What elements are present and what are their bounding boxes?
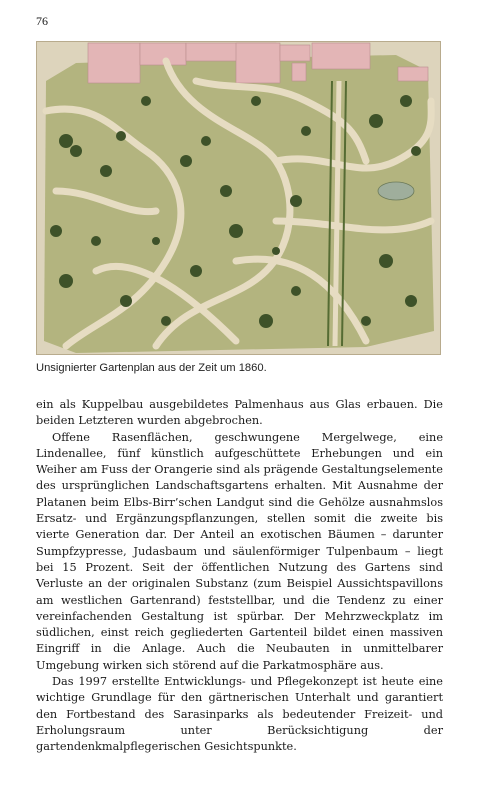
paragraph: ein als Kuppelbau ausgebildetes Palmenhaus aus Glas erbauen. Die beiden Letzteren wurden abgebrochen. — [36, 398, 443, 428]
paragraph: Offene Rasenflächen, geschwungene Mergelwege, eine Lindenallee, fünf künstlich aufgeschüttete Erhebungen und ein Weiher am Fuss der Orangerie sind als prägende Gestaltungselemente des ursprünglichen Landschaftsgartens erhalten. Mit Ausnahme der Platanen beim Elbs-Birr’schen Landgut sind die Gehölze ausnahmslos Ersatz- und Ergänzungspflanzungen, stellen somit die zweite bis vierte Generation dar. Der Anteil an exotischen Bäumen – darunter Sumpfzypresse, Judasbaum und säulenförmiger Tulpenbaum – liegt bei 15 Prozent. Seit der öffentlichen Nutzung des Gartens sind Verluste an der originalen Substanz (zum Beispiel Aussichtspavillons am westlichen Gartenrand) feststellbar, und die Tendenz zu einer vereinfachenden Gestaltung ist spürbar. Der Mehrzweckplatz im südlichen, einst reich gegliederten Gartenteil bildet einen massiven Eingriff in die Anlage. Auch die Neubauten in unmittelbarer Umgebung wirken sich störend auf die Parkatmosphäre aus. — [36, 430, 443, 672]
paragraph: Das 1997 erstellte Entwicklungs- und Pflegekonzept ist heute eine wichtige Grundlage für den gärtnerischen Unterhalt und garantiert den Fortbestand des Sarasinparks als bedeutender Freizeit- und Erholungsraum unter Berücksichtigung der gartendenkmalpflegerischen Gesichtspunkte. — [36, 675, 443, 754]
body-text — [36, 397, 443, 756]
page-number: 76 — [36, 14, 48, 28]
pond — [378, 182, 414, 200]
figure-caption: Unsignierter Gartenplan aus der Zeit um 1860. — [36, 362, 267, 374]
garden-plan-illustration — [36, 41, 441, 355]
garden-plan-figure — [36, 41, 441, 355]
